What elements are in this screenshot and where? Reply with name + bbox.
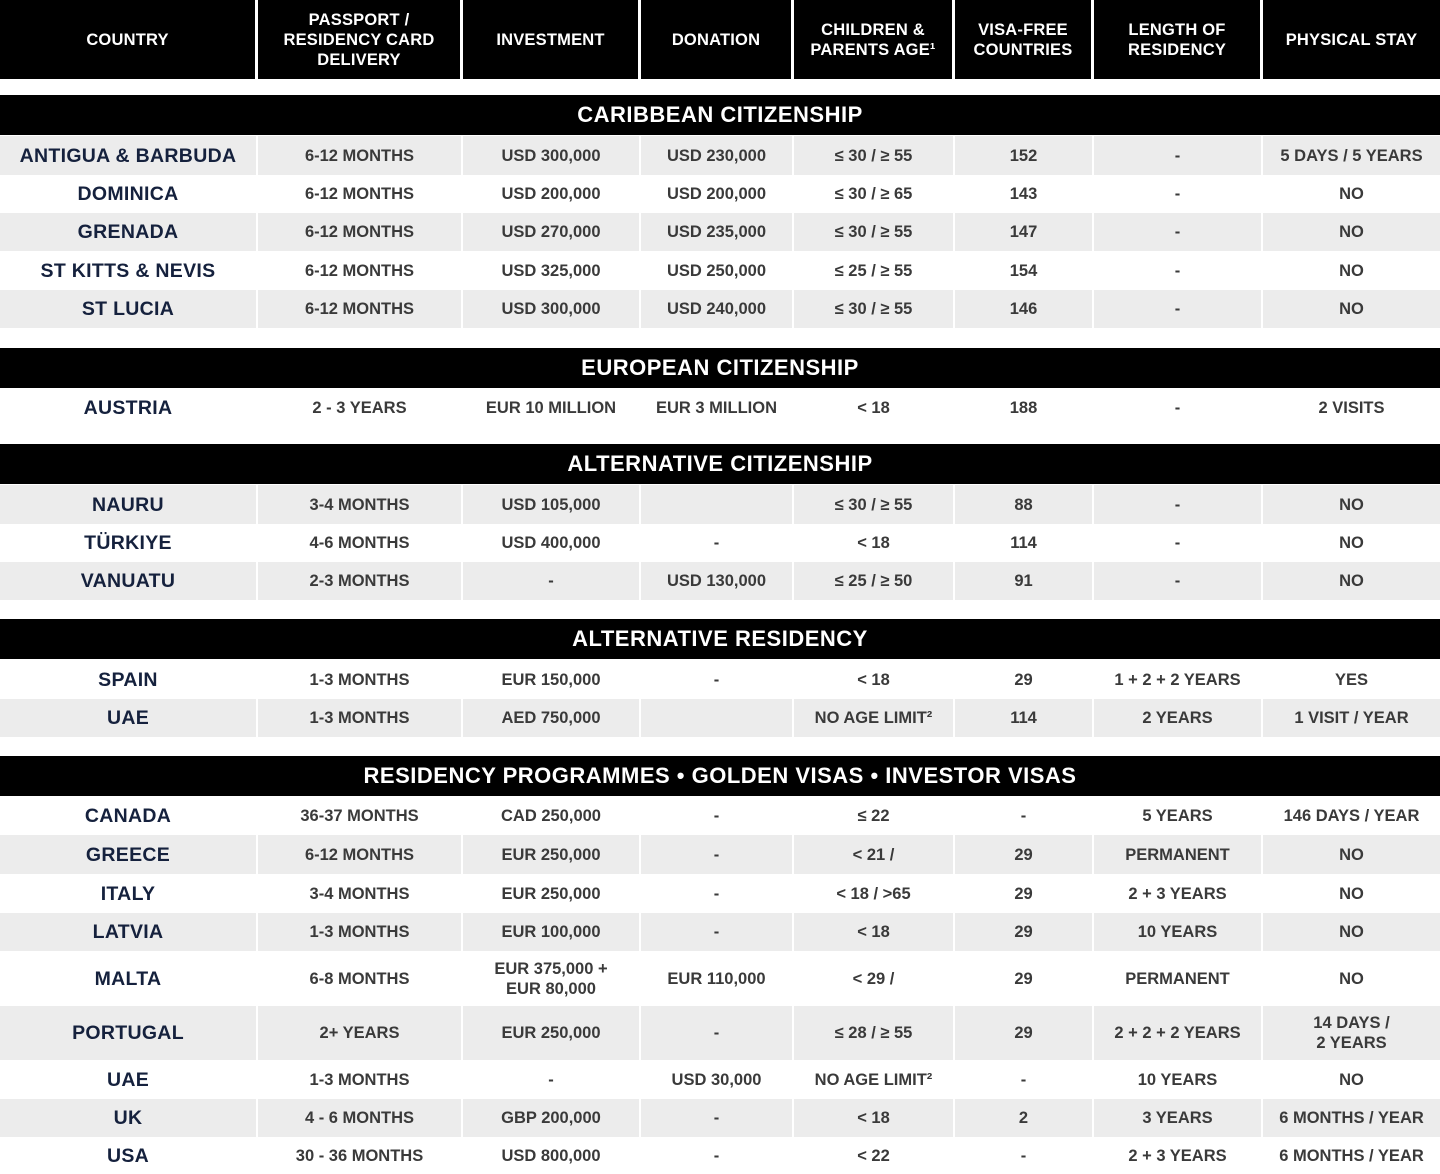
cell-visa-free: 29 xyxy=(955,951,1094,1006)
cell-physical-stay: NO xyxy=(1339,969,1364,988)
cell-length: 10 YEARS xyxy=(1094,913,1263,951)
cell-delivery: 3-4 MONTHS xyxy=(258,485,463,524)
cell-physical-stay: NO xyxy=(1339,223,1364,241)
cell-visa-free: 29 xyxy=(955,835,1094,874)
cell-country: GRENADA xyxy=(0,213,258,251)
cell-age: ≤ 30 / ≥ 55 xyxy=(794,136,955,175)
cell-country: UAE xyxy=(0,699,258,737)
cell-physical-stay: 2 VISITS xyxy=(1318,399,1385,417)
cell-length: 2 YEARS xyxy=(1094,699,1263,737)
cell-length: - xyxy=(1094,290,1263,328)
cell-length: 10 YEARS xyxy=(1094,1060,1263,1099)
cell-physical-stay: NO xyxy=(1339,572,1364,590)
cell-investment: USD 800,000 xyxy=(463,1137,641,1174)
cell-country: SPAIN xyxy=(0,660,258,699)
cell-country: AUSTRIA xyxy=(0,389,258,427)
cell-donation: USD 250,000 xyxy=(641,252,794,290)
cell-length: 2 + 3 YEARS xyxy=(1094,1137,1263,1174)
cell-physical-stay: NO xyxy=(1339,534,1364,552)
cell-physical-stay: NO xyxy=(1339,923,1364,941)
cell-length: 2 + 2 + 2 YEARS xyxy=(1094,1006,1263,1060)
cell-age: < 22 xyxy=(794,1137,955,1174)
cell-age: < 18 / >65 xyxy=(794,874,955,913)
cell-visa-free: 147 xyxy=(955,213,1094,251)
cell-investment: USD 200,000 xyxy=(463,175,641,213)
cell-physical-stay: YES xyxy=(1334,670,1369,689)
cell-visa-free: 114 xyxy=(955,524,1094,562)
cell-length: 2 + 3 YEARS xyxy=(1094,874,1263,913)
table-row xyxy=(0,1099,1440,1137)
cell-delivery: 4 - 6 MONTHS xyxy=(258,1099,463,1137)
table-row xyxy=(0,562,1440,600)
cell-length: 3 YEARS xyxy=(1094,1099,1263,1137)
cell-length: - xyxy=(1094,213,1263,251)
cell-donation: USD 200,000 xyxy=(641,175,794,213)
cell-donation xyxy=(641,485,794,524)
cell-country: CANADA xyxy=(0,797,258,835)
cell-age: < 18 xyxy=(794,389,955,427)
cell-donation: EUR 3 MILLION xyxy=(641,389,794,427)
cell-physical-stay: 14 DAYS / 2 YEARS xyxy=(1313,1014,1390,1052)
cell-visa-free: 88 xyxy=(955,485,1094,524)
section-banner: EUROPEAN CITIZENSHIP xyxy=(0,348,1440,388)
cell-donation: USD 30,000 xyxy=(641,1060,794,1099)
cell-investment: EUR 150,000 xyxy=(463,660,641,699)
cell-delivery: 6-12 MONTHS xyxy=(258,835,463,874)
cell-visa-free: - xyxy=(955,1060,1094,1099)
cell-delivery: 6-8 MONTHS xyxy=(258,951,463,1006)
cell-age: NO AGE LIMIT² xyxy=(794,1060,955,1099)
cell-physical-stay: NO xyxy=(1339,1070,1364,1089)
cell-age: < 29 / xyxy=(794,951,955,1006)
cell-country: NAURU xyxy=(0,485,258,524)
cell-donation: - xyxy=(641,913,794,951)
table-row xyxy=(0,290,1440,328)
cell-age: ≤ 28 / ≥ 55 xyxy=(794,1006,955,1060)
cell-country: MALTA xyxy=(0,951,258,1006)
cell-age: ≤ 30 / ≥ 55 xyxy=(794,290,955,328)
cell-physical-stay: 6 MONTHS / YEAR xyxy=(1279,1146,1424,1165)
header-country: COUNTRY xyxy=(0,0,258,79)
cell-delivery: 3-4 MONTHS xyxy=(258,874,463,913)
cell-physical-stay: NO xyxy=(1339,300,1364,318)
cell-length: - xyxy=(1094,136,1263,175)
section-banner: ALTERNATIVE RESIDENCY xyxy=(0,619,1440,659)
cell-investment: AED 750,000 xyxy=(463,699,641,737)
table-header xyxy=(0,0,1440,79)
cell-investment: USD 105,000 xyxy=(463,485,641,524)
cell-visa-free: 2 xyxy=(955,1099,1094,1137)
cell-investment: USD 300,000 xyxy=(463,290,641,328)
table-row xyxy=(0,175,1440,213)
table-row xyxy=(0,699,1440,737)
cell-delivery: 36-37 MONTHS xyxy=(258,797,463,835)
cell-donation: USD 235,000 xyxy=(641,213,794,251)
table-row xyxy=(0,951,1440,1006)
cell-length: PERMANENT xyxy=(1094,835,1263,874)
cell-investment: EUR 375,000 + EUR 80,000 xyxy=(463,951,641,1006)
header-delivery: PASSPORT / RESIDENCY CARD DELIVERY xyxy=(258,0,463,79)
cell-visa-free: 29 xyxy=(955,913,1094,951)
cell-delivery: 6-12 MONTHS xyxy=(258,290,463,328)
header-length: LENGTH OF RESIDENCY xyxy=(1094,0,1263,79)
cell-delivery: 1-3 MONTHS xyxy=(258,699,463,737)
cell-country: ANTIGUA & BARBUDA xyxy=(0,136,258,175)
cell-visa-free: 154 xyxy=(955,252,1094,290)
table-row xyxy=(0,1006,1440,1060)
header-age: CHILDREN & PARENTS AGE¹ xyxy=(794,0,955,79)
table-row xyxy=(0,835,1440,874)
cell-physical-stay: 146 DAYS / YEAR xyxy=(1283,807,1420,825)
cell-donation: USD 130,000 xyxy=(641,562,794,600)
cell-investment: USD 300,000 xyxy=(463,136,641,175)
cell-country: GREECE xyxy=(0,835,258,874)
cell-donation: - xyxy=(641,797,794,835)
cell-investment: USD 400,000 xyxy=(463,524,641,562)
cell-country: USA xyxy=(0,1137,258,1174)
cell-donation: - xyxy=(641,1137,794,1174)
table-row xyxy=(0,524,1440,562)
table-row xyxy=(0,797,1440,835)
cell-investment: GBP 200,000 xyxy=(463,1099,641,1137)
cell-delivery: 1-3 MONTHS xyxy=(258,913,463,951)
cell-delivery: 30 - 36 MONTHS xyxy=(258,1137,463,1174)
cell-investment: - xyxy=(463,562,641,600)
cell-country: DOMINICA xyxy=(0,175,258,213)
table-row xyxy=(0,213,1440,251)
table-row xyxy=(0,660,1440,699)
cell-donation: USD 240,000 xyxy=(641,290,794,328)
cell-country: ST KITTS & NEVIS xyxy=(0,252,258,290)
cell-visa-free: - xyxy=(955,1137,1094,1174)
cell-age: < 18 xyxy=(794,660,955,699)
cell-delivery: 6-12 MONTHS xyxy=(258,252,463,290)
cell-delivery: 2 - 3 YEARS xyxy=(258,389,463,427)
cell-country: ITALY xyxy=(0,874,258,913)
cell-length: - xyxy=(1094,175,1263,213)
cell-visa-free: 188 xyxy=(955,389,1094,427)
cell-country: UK xyxy=(0,1099,258,1137)
header-visa-free: VISA-FREE COUNTRIES xyxy=(955,0,1094,79)
cell-age: ≤ 30 / ≥ 65 xyxy=(794,175,955,213)
cell-country: UAE xyxy=(0,1060,258,1099)
table-row xyxy=(0,874,1440,913)
cell-investment: USD 325,000 xyxy=(463,252,641,290)
cell-visa-free: 146 xyxy=(955,290,1094,328)
cell-physical-stay: NO xyxy=(1339,262,1364,280)
cell-length: PERMANENT xyxy=(1094,951,1263,1006)
table-row xyxy=(0,913,1440,951)
header-investment: INVESTMENT xyxy=(463,0,641,79)
cell-investment: EUR 250,000 xyxy=(463,1006,641,1060)
cell-donation xyxy=(641,699,794,737)
cell-investment: EUR 100,000 xyxy=(463,913,641,951)
cell-visa-free: 91 xyxy=(955,562,1094,600)
cell-age: < 18 xyxy=(794,524,955,562)
cell-physical-stay: 1 VISIT / YEAR xyxy=(1294,709,1409,727)
cell-delivery: 2-3 MONTHS xyxy=(258,562,463,600)
cell-physical-stay: 5 DAYS / 5 YEARS xyxy=(1280,146,1423,165)
cell-donation: - xyxy=(641,1006,794,1060)
cell-country: TÜRKIYE xyxy=(0,524,258,562)
cell-age: < 21 / xyxy=(794,835,955,874)
cell-physical-stay: NO xyxy=(1339,884,1364,903)
table-row xyxy=(0,1137,1440,1174)
cell-donation: - xyxy=(641,1099,794,1137)
cell-physical-stay: NO xyxy=(1339,495,1364,514)
cell-physical-stay: NO xyxy=(1339,845,1364,864)
section-banner: RESIDENCY PROGRAMMES • GOLDEN VISAS • INVESTOR VISAS xyxy=(0,756,1440,796)
cell-investment: - xyxy=(463,1060,641,1099)
table-row xyxy=(0,1060,1440,1099)
cell-country: PORTUGAL xyxy=(0,1006,258,1060)
cell-investment: USD 270,000 xyxy=(463,213,641,251)
cell-donation: - xyxy=(641,835,794,874)
cell-donation: - xyxy=(641,660,794,699)
cell-age: ≤ 30 / ≥ 55 xyxy=(794,485,955,524)
header-donation: DONATION xyxy=(641,0,794,79)
cell-length: 1 + 2 + 2 YEARS xyxy=(1094,660,1263,699)
cell-physical-stay: 6 MONTHS / YEAR xyxy=(1279,1109,1424,1127)
cell-age: ≤ 22 xyxy=(794,797,955,835)
cell-length: - xyxy=(1094,562,1263,600)
cell-delivery: 6-12 MONTHS xyxy=(258,175,463,213)
cell-investment: CAD 250,000 xyxy=(463,797,641,835)
header-physical-stay: PHYSICAL STAY xyxy=(1285,30,1418,49)
cell-investment: EUR 250,000 xyxy=(463,874,641,913)
cell-visa-free: 114 xyxy=(955,699,1094,737)
cell-visa-free: 29 xyxy=(955,874,1094,913)
cell-delivery: 1-3 MONTHS xyxy=(258,1060,463,1099)
cell-visa-free: 143 xyxy=(955,175,1094,213)
cell-visa-free: 29 xyxy=(955,660,1094,699)
cell-visa-free: 29 xyxy=(955,1006,1094,1060)
cell-delivery: 6-12 MONTHS xyxy=(258,136,463,175)
cell-visa-free: - xyxy=(955,797,1094,835)
cell-investment: EUR 250,000 xyxy=(463,835,641,874)
table-row xyxy=(0,389,1440,427)
cell-country: ST LUCIA xyxy=(0,290,258,328)
cell-donation: - xyxy=(641,524,794,562)
cell-age: < 18 xyxy=(794,1099,955,1137)
cell-length: 5 YEARS xyxy=(1094,797,1263,835)
cell-age: ≤ 25 / ≥ 50 xyxy=(794,562,955,600)
cell-age: ≤ 25 / ≥ 55 xyxy=(794,252,955,290)
table-row xyxy=(0,485,1440,524)
cell-length: - xyxy=(1094,389,1263,427)
cell-age: ≤ 30 / ≥ 55 xyxy=(794,213,955,251)
cell-physical-stay: NO xyxy=(1339,185,1364,203)
cell-age: < 18 xyxy=(794,913,955,951)
cell-delivery: 6-12 MONTHS xyxy=(258,213,463,251)
cell-age: NO AGE LIMIT² xyxy=(794,699,955,737)
cell-country: LATVIA xyxy=(0,913,258,951)
cell-country: VANUATU xyxy=(0,562,258,600)
cell-delivery: 4-6 MONTHS xyxy=(258,524,463,562)
cell-delivery: 1-3 MONTHS xyxy=(258,660,463,699)
cell-investment: EUR 10 MILLION xyxy=(463,389,641,427)
section-banner: ALTERNATIVE CITIZENSHIP xyxy=(0,444,1440,484)
cell-length: - xyxy=(1094,524,1263,562)
cell-delivery: 2+ YEARS xyxy=(258,1006,463,1060)
cell-donation: EUR 110,000 xyxy=(641,951,794,1006)
section-banner: CARIBBEAN CITIZENSHIP xyxy=(0,95,1440,135)
cell-visa-free: 152 xyxy=(955,136,1094,175)
table-row xyxy=(0,136,1440,175)
cell-donation: - xyxy=(641,874,794,913)
table-row xyxy=(0,252,1440,290)
cell-length: - xyxy=(1094,485,1263,524)
cell-donation: USD 230,000 xyxy=(641,136,794,175)
cell-length: - xyxy=(1094,252,1263,290)
